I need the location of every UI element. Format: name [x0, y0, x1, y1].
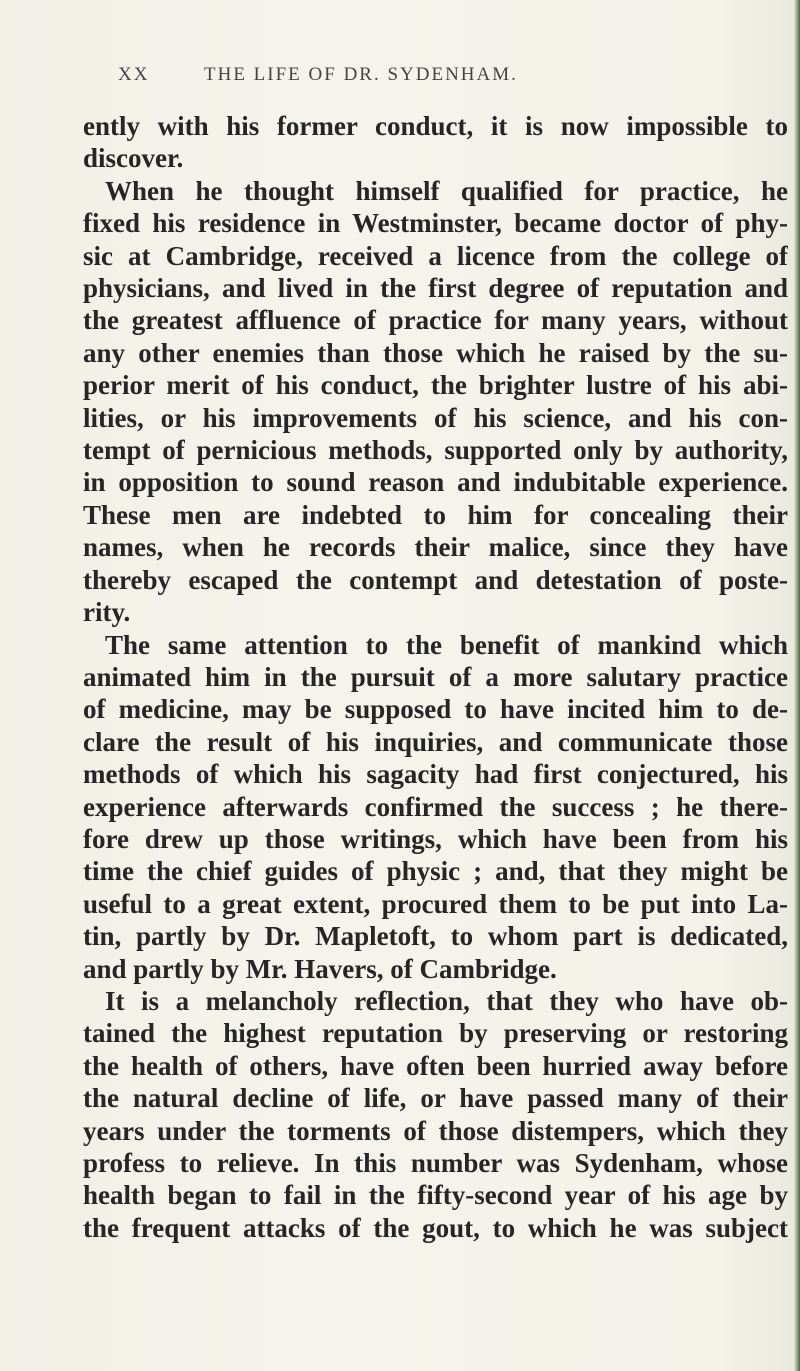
text-line: time the chief guides of physic ; and, that they might be [83, 856, 788, 887]
text-line: fixed his residence in Westminster, became doctor of phy- [83, 208, 788, 239]
text-line: the natural decline of life, or have passed many of their [83, 1083, 788, 1114]
text-line: The same attention to the benefit of mankind which [105, 629, 788, 660]
body-text [83, 110, 788, 1244]
text-line: any other enemies than those which he raised by the su- [83, 337, 788, 368]
text-line: methods of which his sagacity had first conjectured, his [83, 759, 788, 790]
text-line: When he thought himself qualified for practice, he [105, 175, 788, 206]
text-line: These men are indebted to him for concealing their [83, 499, 788, 530]
text-line: useful to a great extent, procured them to be put into La- [83, 888, 788, 919]
text-line: ently with his former conduct, it is now impossible to [83, 111, 788, 141]
text-line: lities, or his improvements of his science, and his con- [83, 402, 788, 433]
text-line: discover. [83, 143, 184, 174]
text-line: years under the torments of those distempers, which they [83, 1115, 788, 1146]
text-line: sic at Cambridge, received a licence from the college of [83, 240, 788, 271]
text-line: the health of others, have often been hurried away before [83, 1050, 788, 1081]
text-line: in opposition to sound reason and indubitable experience. [83, 467, 788, 498]
text-line: tempt of pernicious methods, supported only by authority, [83, 435, 788, 466]
text-line: fore drew up those writings, which have been from his [83, 823, 788, 854]
running-header [118, 64, 758, 86]
text-line: of medicine, may be supposed to have incited him to de- [83, 694, 788, 725]
running-title: THE LIFE OF DR. SYDENHAM. [204, 64, 518, 85]
text-line: physicians, and lived in the first degree of reputation and [83, 273, 788, 304]
text-line: thereby escaped the contempt and detestation of poste- [83, 564, 788, 595]
text-line: It is a melancholy reflection, that they who have ob- [105, 985, 788, 1016]
text-line: clare the result of his inquiries, and communicate those [83, 726, 788, 757]
text-line: names, when he records their malice, since they have [83, 532, 788, 563]
page-number: XX [118, 64, 150, 85]
text-line: and partly by Mr. Havers, of Cambridge. [83, 953, 557, 984]
text-line: experience afterwards confirmed the success ; he there- [83, 791, 788, 822]
text-line: the greatest affluence of practice for many years, without [83, 305, 788, 336]
text-line: perior merit of his conduct, the brighter lustre of his abi- [83, 370, 788, 401]
text-line: the frequent attacks of the gout, to which he was subject [83, 1212, 788, 1243]
page-edge [794, 0, 800, 1371]
text-line: health began to fail in the fifty-second year of his age by [83, 1180, 788, 1211]
text-line: tained the highest reputation by preserving or restoring [83, 1018, 788, 1049]
text-line: tin, partly by Dr. Mapletoft, to whom part is dedicated, [83, 921, 788, 952]
text-line: animated him in the pursuit of a more salutary practice [83, 661, 788, 692]
text-line: profess to relieve. In this number was Sydenham, whose [83, 1148, 788, 1178]
text-line: rity. [83, 597, 131, 628]
